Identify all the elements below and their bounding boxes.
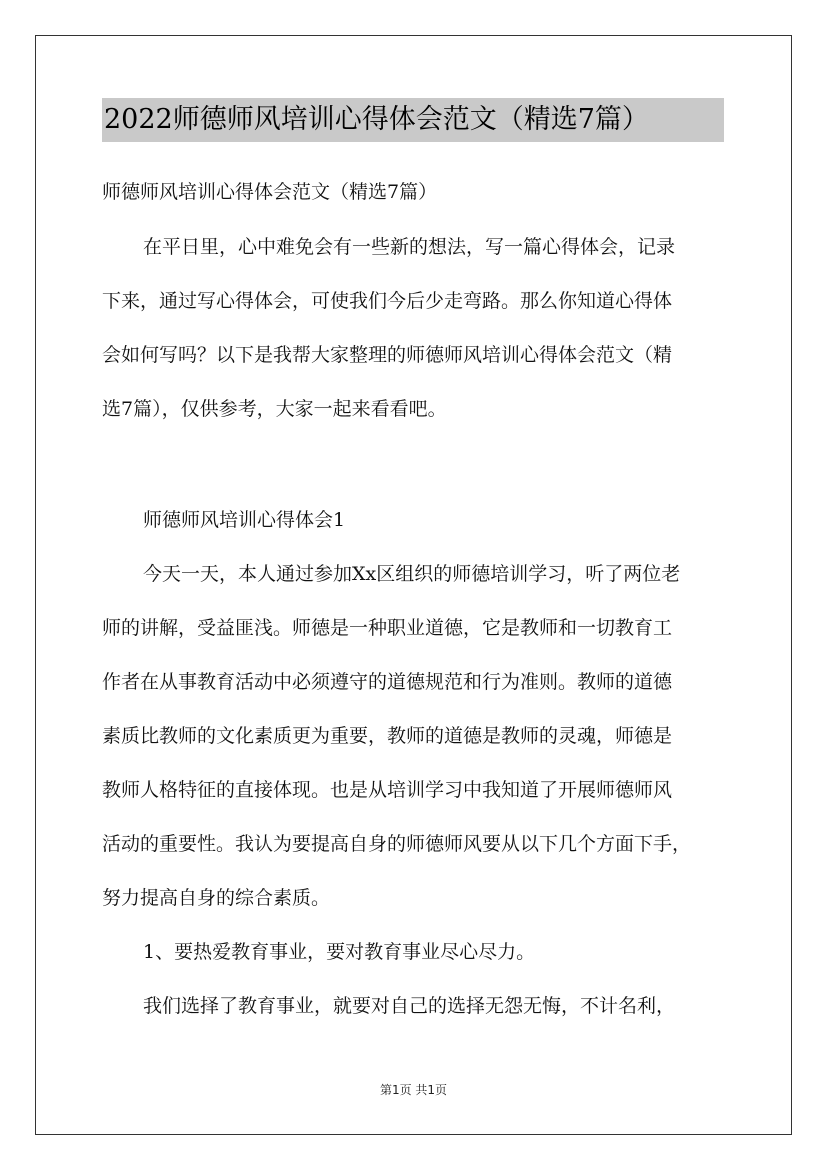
document-title: 2022师德师风培训心得体会范文（精选7篇）	[102, 98, 724, 142]
intro-line-2: 下来，通过写心得体会，可使我们今后少走弯路。那么你知道心得体	[102, 290, 673, 312]
section1-line-3: 作者在从事教育活动中必须遵守的道德规范和行为准则。教师的道德	[102, 671, 673, 693]
section1-line-1: 今天一天，本人通过参加Xx区组织的师德培训学习，听了两位老	[143, 563, 681, 585]
section1-heading: 师德师风培训心得体会1	[143, 509, 346, 531]
intro-line-1: 在平日里，心中难免会有一些新的想法，写一篇心得体会，记录	[143, 236, 676, 258]
intro-line-4: 选7篇），仅供参考，大家一起来看看吧。	[102, 398, 447, 420]
section1-line-5: 教师人格特征的直接体现。也是从培训学习中我知道了开展师德师风	[102, 779, 673, 801]
point-1-heading: 1、要热爱教育事业，要对教育事业尽心尽力。	[143, 941, 536, 963]
page-footer: 第1页 共1页	[379, 1083, 448, 1097]
point-1-text: 我们选择了教育事业，就要对自己的选择无怨无悔，不计名利，	[143, 995, 676, 1017]
section1-line-2: 师的讲解，受益匪浅。师德是一种职业道德，它是教师和一切教育工	[102, 617, 673, 639]
section1-line-4: 素质比教师的文化素质更为重要，教师的道德是教师的灵魂，师德是	[102, 725, 673, 747]
section1-line-7: 努力提高自身的综合素质。	[102, 887, 331, 909]
document-subtitle: 师德师风培训心得体会范文（精选7篇）	[102, 181, 438, 203]
intro-line-3: 会如何写吗？以下是我帮大家整理的师德师风培训心得体会范文（精	[102, 344, 673, 366]
section1-line-6: 活动的重要性。我认为要提高自身的师德师风要从以下几个方面下手，	[102, 833, 692, 855]
